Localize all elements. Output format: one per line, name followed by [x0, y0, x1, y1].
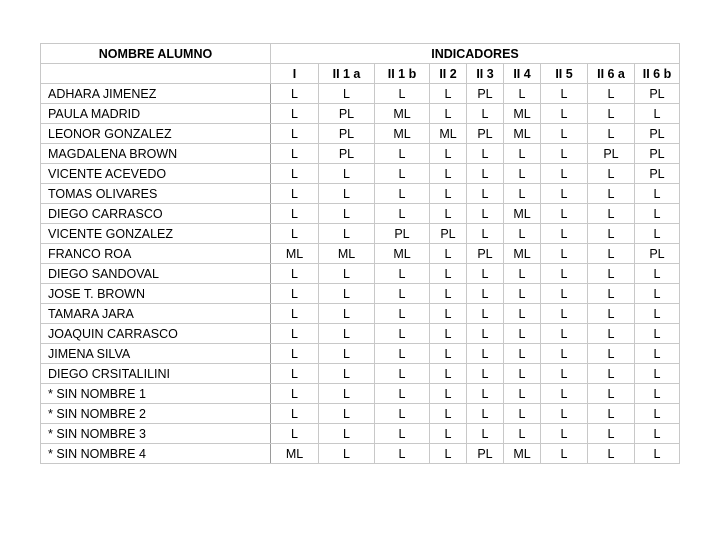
indicator-value-cell: L — [319, 184, 375, 204]
indicator-value-cell: PL — [319, 144, 375, 164]
table-row — [41, 144, 680, 164]
indicator-value-cell: L — [271, 324, 319, 344]
indicator-value-cell: L — [430, 84, 467, 104]
student-name-cell: DIEGO CRSITALILINI — [41, 364, 271, 384]
indicator-value-cell: L — [319, 344, 375, 364]
indicator-value-cell: L — [504, 364, 541, 384]
indicator-value-cell: L — [541, 124, 588, 144]
indicator-value-cell: L — [375, 444, 430, 464]
indicator-value-cell: ML — [319, 244, 375, 264]
header-row-1 — [41, 44, 680, 64]
indicator-value-cell: PL — [467, 444, 504, 464]
indicator-value-cell: L — [467, 384, 504, 404]
indicator-value-cell: L — [271, 144, 319, 164]
indicator-value-cell: L — [467, 424, 504, 444]
indicator-value-cell: L — [541, 244, 588, 264]
indicator-value-cell: L — [635, 224, 680, 244]
student-name-cell: DIEGO CARRASCO — [41, 204, 271, 224]
indicator-value-cell: L — [588, 84, 635, 104]
indicator-value-cell: L — [588, 124, 635, 144]
indicator-value-cell: L — [467, 404, 504, 424]
indicator-value-cell: L — [375, 204, 430, 224]
indicator-value-cell: L — [271, 124, 319, 144]
indicator-value-cell: L — [467, 204, 504, 224]
indicator-value-cell: L — [541, 144, 588, 164]
indicator-value-cell: L — [271, 424, 319, 444]
student-name-cell: ADHARA JIMENEZ — [41, 84, 271, 104]
indicator-value-cell: L — [504, 404, 541, 424]
student-name-cell: TAMARA JARA — [41, 304, 271, 324]
indicator-value-cell: PL — [635, 244, 680, 264]
indicator-value-cell: ML — [504, 204, 541, 224]
indicator-value-cell: ML — [375, 104, 430, 124]
indicator-header: II 5 — [541, 64, 588, 84]
indicator-value-cell: L — [588, 164, 635, 184]
indicator-header: II 3 — [467, 64, 504, 84]
indicator-value-cell: ML — [504, 444, 541, 464]
indicator-value-cell: L — [541, 164, 588, 184]
indicator-value-cell: L — [588, 264, 635, 284]
indicator-value-cell: L — [588, 284, 635, 304]
student-name-cell: LEONOR GONZALEZ — [41, 124, 271, 144]
table-row — [41, 124, 680, 144]
indicator-value-cell: L — [541, 304, 588, 324]
indicator-value-cell: L — [541, 444, 588, 464]
indicator-value-cell: L — [271, 224, 319, 244]
indicator-value-cell: L — [319, 164, 375, 184]
indicator-value-cell: L — [541, 104, 588, 124]
table-row — [41, 84, 680, 104]
indicator-value-cell: L — [430, 264, 467, 284]
indicator-value-cell: ML — [375, 244, 430, 264]
indicator-value-cell: L — [588, 324, 635, 344]
table-row — [41, 324, 680, 344]
indicator-value-cell: L — [635, 264, 680, 284]
indicator-value-cell: PL — [635, 84, 680, 104]
indicator-value-cell: L — [375, 324, 430, 344]
indicator-value-cell: L — [271, 344, 319, 364]
indicator-value-cell: L — [504, 304, 541, 324]
indicator-value-cell: L — [430, 184, 467, 204]
indicator-value-cell: L — [467, 264, 504, 284]
indicator-header: II 6 a — [588, 64, 635, 84]
indicator-header: II 1 a — [319, 64, 375, 84]
table-row — [41, 224, 680, 244]
indicator-value-cell: L — [319, 364, 375, 384]
evaluation-table — [40, 43, 680, 464]
indicator-value-cell: L — [375, 364, 430, 384]
table-row — [41, 304, 680, 324]
indicator-value-cell: L — [375, 344, 430, 364]
indicator-value-cell: L — [430, 424, 467, 444]
indicator-value-cell: L — [635, 304, 680, 324]
indicator-value-cell: L — [467, 104, 504, 124]
indicator-value-cell: L — [635, 184, 680, 204]
indicator-value-cell: L — [588, 344, 635, 364]
student-name-cell: * SIN NOMBRE 2 — [41, 404, 271, 424]
indicator-value-cell: L — [430, 204, 467, 224]
indicator-value-cell: L — [430, 444, 467, 464]
student-name-cell: * SIN NOMBRE 1 — [41, 384, 271, 404]
indicator-value-cell: L — [467, 304, 504, 324]
indicator-value-cell: PL — [319, 124, 375, 144]
indicator-value-cell: L — [430, 344, 467, 364]
header-row-2 — [41, 64, 680, 84]
indicator-value-cell: PL — [467, 124, 504, 144]
indicator-value-cell: L — [430, 244, 467, 264]
indicator-value-cell: PL — [319, 104, 375, 124]
indicator-value-cell: L — [467, 224, 504, 244]
table-row — [41, 404, 680, 424]
indicator-value-cell: L — [467, 184, 504, 204]
indicator-value-cell: L — [541, 224, 588, 244]
indicator-value-cell: L — [271, 364, 319, 384]
indicator-value-cell: L — [430, 304, 467, 324]
indicator-value-cell: L — [467, 144, 504, 164]
student-name-cell: * SIN NOMBRE 4 — [41, 444, 271, 464]
indicator-value-cell: PL — [467, 84, 504, 104]
indicator-value-cell: L — [375, 184, 430, 204]
indicator-value-cell: L — [319, 384, 375, 404]
table-row — [41, 244, 680, 264]
indicator-value-cell: L — [635, 404, 680, 424]
indicator-value-cell: ML — [504, 104, 541, 124]
indicator-value-cell: L — [271, 384, 319, 404]
indicator-value-cell: L — [319, 304, 375, 324]
indicator-value-cell: L — [541, 204, 588, 224]
indicator-value-cell: L — [504, 84, 541, 104]
indicator-value-cell: PL — [430, 224, 467, 244]
indicator-value-cell: ML — [430, 124, 467, 144]
indicator-value-cell: ML — [271, 244, 319, 264]
student-name-cell: JOAQUIN CARRASCO — [41, 324, 271, 344]
indicator-value-cell: L — [635, 384, 680, 404]
indicator-value-cell: L — [375, 384, 430, 404]
indicator-value-cell: L — [271, 104, 319, 124]
indicator-value-cell: L — [375, 284, 430, 304]
indicator-value-cell: L — [375, 164, 430, 184]
indicator-value-cell: L — [319, 444, 375, 464]
indicator-value-cell: L — [588, 384, 635, 404]
student-name-cell: MAGDALENA BROWN — [41, 144, 271, 164]
indicator-value-cell: L — [504, 144, 541, 164]
indicator-value-cell: L — [319, 404, 375, 424]
table-row — [41, 104, 680, 124]
indicator-value-cell: L — [375, 264, 430, 284]
indicator-value-cell: L — [504, 224, 541, 244]
indicator-value-cell: L — [430, 144, 467, 164]
indicator-value-cell: L — [504, 424, 541, 444]
indicator-value-cell: L — [541, 264, 588, 284]
indicator-value-cell: L — [504, 184, 541, 204]
indicator-value-cell: L — [588, 424, 635, 444]
indicator-value-cell: L — [271, 184, 319, 204]
indicator-value-cell: PL — [635, 124, 680, 144]
indicator-value-cell: L — [319, 224, 375, 244]
indicator-value-cell: L — [588, 224, 635, 244]
indicator-value-cell: PL — [635, 164, 680, 184]
indicator-value-cell: L — [375, 84, 430, 104]
indicator-value-cell: L — [319, 204, 375, 224]
indicator-value-cell: L — [504, 164, 541, 184]
indicator-value-cell: L — [430, 324, 467, 344]
indicator-value-cell: L — [588, 244, 635, 264]
indicator-value-cell: L — [541, 404, 588, 424]
indicator-value-cell: L — [467, 324, 504, 344]
indicator-value-cell: PL — [467, 244, 504, 264]
indicator-header: II 2 — [430, 64, 467, 84]
indicator-value-cell: L — [588, 304, 635, 324]
table-row — [41, 264, 680, 284]
indicator-value-cell: L — [430, 284, 467, 304]
name-column-header: NOMBRE ALUMNO — [41, 44, 271, 64]
indicator-value-cell: L — [271, 264, 319, 284]
indicator-value-cell: L — [504, 264, 541, 284]
indicator-value-cell: L — [271, 404, 319, 424]
indicator-value-cell: L — [541, 424, 588, 444]
indicator-value-cell: L — [430, 384, 467, 404]
indicator-value-cell: L — [504, 384, 541, 404]
indicator-header: II 6 b — [635, 64, 680, 84]
indicator-value-cell: L — [541, 324, 588, 344]
indicator-value-cell: L — [467, 164, 504, 184]
indicator-value-cell: L — [588, 364, 635, 384]
indicator-value-cell: L — [271, 164, 319, 184]
indicator-value-cell: ML — [504, 124, 541, 144]
indicator-value-cell: L — [430, 404, 467, 424]
indicator-value-cell: L — [430, 104, 467, 124]
indicator-value-cell: L — [467, 344, 504, 364]
indicator-value-cell: L — [635, 104, 680, 124]
indicator-value-cell: L — [588, 104, 635, 124]
indicator-value-cell: PL — [588, 144, 635, 164]
indicator-header: I — [271, 64, 319, 84]
indicator-value-cell: L — [319, 324, 375, 344]
indicator-value-cell: L — [271, 304, 319, 324]
student-name-cell: PAULA MADRID — [41, 104, 271, 124]
indicator-header: II 1 b — [375, 64, 430, 84]
student-name-cell: * SIN NOMBRE 3 — [41, 424, 271, 444]
indicator-value-cell: L — [635, 444, 680, 464]
indicator-value-cell: L — [430, 364, 467, 384]
table-row — [41, 424, 680, 444]
table-row — [41, 344, 680, 364]
indicator-value-cell: ML — [375, 124, 430, 144]
indicators-group-header: INDICADORES — [271, 44, 680, 64]
name-column-blank — [41, 64, 271, 84]
indicator-header: II 4 — [504, 64, 541, 84]
indicator-value-cell: L — [375, 144, 430, 164]
indicator-value-cell: L — [588, 404, 635, 424]
indicator-value-cell: L — [541, 84, 588, 104]
indicator-value-cell: L — [635, 204, 680, 224]
student-name-cell: VICENTE ACEVEDO — [41, 164, 271, 184]
indicator-value-cell: L — [271, 284, 319, 304]
student-name-cell: JOSE T. BROWN — [41, 284, 271, 304]
indicator-value-cell: L — [375, 404, 430, 424]
indicator-value-cell: L — [541, 384, 588, 404]
table-row — [41, 184, 680, 204]
indicator-value-cell: L — [541, 364, 588, 384]
table-row — [41, 204, 680, 224]
indicator-value-cell: PL — [635, 144, 680, 164]
indicator-value-cell: L — [271, 84, 319, 104]
indicator-value-cell: L — [319, 84, 375, 104]
indicator-value-cell: L — [588, 184, 635, 204]
indicator-value-cell: L — [430, 164, 467, 184]
indicator-value-cell: L — [375, 424, 430, 444]
student-name-cell: TOMAS OLIVARES — [41, 184, 271, 204]
indicator-value-cell: L — [588, 444, 635, 464]
indicator-value-cell: L — [541, 344, 588, 364]
indicator-value-cell: L — [319, 424, 375, 444]
table-row — [41, 164, 680, 184]
student-name-cell: JIMENA SILVA — [41, 344, 271, 364]
indicator-value-cell: PL — [375, 224, 430, 244]
student-name-cell: FRANCO ROA — [41, 244, 271, 264]
indicator-value-cell: L — [504, 324, 541, 344]
indicator-value-cell: L — [319, 264, 375, 284]
indicator-value-cell: L — [467, 364, 504, 384]
indicator-value-cell: L — [635, 284, 680, 304]
indicator-value-cell: L — [635, 344, 680, 364]
indicator-value-cell: L — [467, 284, 504, 304]
indicator-value-cell: L — [588, 204, 635, 224]
table-row — [41, 444, 680, 464]
indicator-value-cell: L — [375, 304, 430, 324]
indicator-value-cell: L — [635, 364, 680, 384]
indicator-value-cell: L — [504, 284, 541, 304]
indicator-value-cell: L — [635, 424, 680, 444]
indicator-value-cell: L — [504, 344, 541, 364]
student-name-cell: VICENTE GONZALEZ — [41, 224, 271, 244]
indicator-value-cell: L — [319, 284, 375, 304]
table-row — [41, 384, 680, 404]
student-name-cell: DIEGO SANDOVAL — [41, 264, 271, 284]
table-row — [41, 284, 680, 304]
indicator-value-cell: L — [541, 184, 588, 204]
table-row — [41, 364, 680, 384]
indicator-value-cell: L — [541, 284, 588, 304]
indicator-value-cell: L — [271, 204, 319, 224]
indicator-value-cell: ML — [271, 444, 319, 464]
indicator-value-cell: L — [635, 324, 680, 344]
indicator-value-cell: ML — [504, 244, 541, 264]
